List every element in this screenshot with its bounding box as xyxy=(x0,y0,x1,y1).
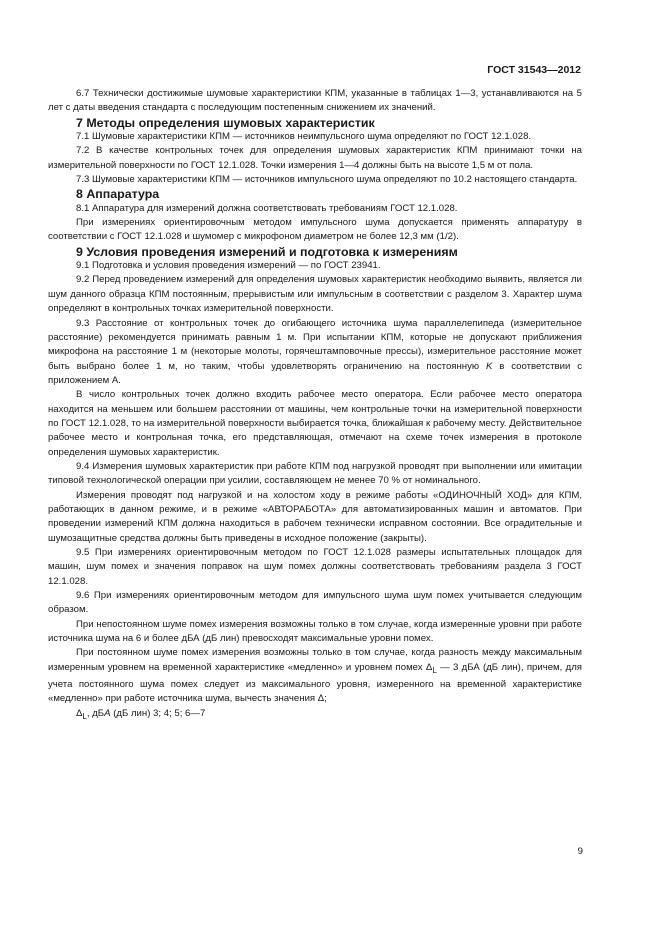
delta-unit-prefix: , дБ xyxy=(86,707,105,719)
delta-symbol: Δ xyxy=(76,707,83,719)
paragraph-9-4b: Измерения проводят под нагрузкой и на холостом ходу в режиме работы «ОДИНОЧНЫЙ ХОД» для КПМ, работающих в данном режиме, и в режиме «АВТОРАБОТА» для автоматизированных машин и автоматов. При проведении измерений КПМ должна находиться в рабочем технически исправном состоянии. Все оградительные и шумозащитные средства должны быть приведены в исходное положение (закрыты). xyxy=(48,489,582,544)
paragraph-9-6c xyxy=(48,646,582,706)
page-number: 9 xyxy=(577,846,583,857)
paragraph-9-2: 9.2 Перед проведением измерений для определения шумовых характеристик необходимо выявить, является ли шум данного образца КПМ постоянным, прерывистым или импульсным в соответствии с разделом 3. Характер шума определяют в контрольных точках измерительной поверхности. xyxy=(48,274,582,315)
delta-unit-a: А xyxy=(104,707,111,719)
paragraph-9-3-text: 9.3 Расстояние от контрольных точек до огибающего источника шума параллелепипеда (измерительное расстояние) рекомендуется принимать равным 1 м. При испытании КПМ, которые не допускают приближения микрофона на расстояние 1 м (некоторые молоты, горячештамповочные прессы), измерительное расстояние может быть выбрано более 1 м, но таким, чтобы удовлетворять ограничению на постоянную xyxy=(48,317,582,372)
paragraph-9-5: 9.5 При измерениях ориентировочным методом по ГОСТ 12.1.028 размеры испытательных площадок для машин, шум помех и значения поправок на шум помех должны соответствовать требованиям раздела 3 ГОСТ 12.1.028. xyxy=(48,547,582,587)
paragraph-9-6c-part3: ; xyxy=(324,693,327,705)
paragraph-8-1: 8.1 Аппаратура для измерений должна соответствовать требованиям ГОСТ 12.1.028. xyxy=(76,202,458,214)
delta-symbol: Δ xyxy=(317,693,325,705)
paragraph-7-1: 7.1 Шумовые характеристики КПМ — источников неимпульсного шума определяют по ГОСТ 12.1.028. xyxy=(76,131,532,143)
paragraph-7-2: 7.2 В качестве контрольных точек для определения шумовых характеристик КПМ принимают точки на измерительной поверхности по ГОСТ 12.1.028. Точки измерения 1—4 должны быть на высоте 1,5 м от пола. xyxy=(48,145,582,171)
document-body xyxy=(48,87,582,724)
document-header: ГОСТ 31543—2012 xyxy=(487,64,581,76)
paragraph-8-1b: При измерениях ориентировочным методом импульсного шума допускается применять аппаратуру в соответствии с ГОСТ 12.1.028 и шумомер с микрофоном диаметром не более 12,3 мм (1/2). xyxy=(48,217,582,243)
paragraph-9-6b: При непостоянном шуме помех измерения возможны только в том случае, когда измеренные уровни при работе источника шума на 6 и более дБА (дБ лин) превосходят максимальные уровни помех. xyxy=(48,618,582,645)
paragraph-9-3 xyxy=(48,317,582,389)
paragraph-6-7: 6.7 Технически достижимые шумовые характеристики КПМ, указанные в таблицах 1—3, устанавливаются на 5 лет с даты введения стандарта с последующим постепенным снижением их значений. xyxy=(48,88,582,114)
paragraph-9-1: 9.1 Подготовка и условия проведения измерений — по ГОСТ 23941. xyxy=(76,260,381,272)
delta-values: (дБ лин) 3; 4; 5; 6—7 xyxy=(113,707,206,719)
section-8-title: 8 Аппаратура xyxy=(76,187,160,202)
paragraph-9-3-end: в соответствии с приложением А. xyxy=(48,360,582,386)
delta-subscript: L xyxy=(432,665,437,675)
delta-symbol: Δ xyxy=(425,661,433,673)
delta-values-line xyxy=(48,707,582,724)
paragraph-9-6c-part2: — 3 дБА (дБ лин), причем, для учета постоянного шума помех следует из максимального уровня, измеренного на временной характеристике «медленно» при работе источника шума, вычесть значения xyxy=(48,661,582,705)
paragraph-9-6: 9.6 При измерениях ориентировочным методом для импульсного шума шум помех учитывается следующим образом. xyxy=(48,590,582,616)
paragraph-9-4: 9.4 Измерения шумовых характеристик при работе КПМ под нагрузкой проводят при выполнении или имитации типовой технологической операции при усилии, составляющем не менее 70 % от номинального. xyxy=(48,460,582,487)
constant-k: K xyxy=(485,360,493,372)
paragraph-9-3b: В число контрольных точек должно входить рабочее место оператора. Если рабочее место оператора находится на меньшем или большем расстоянии от машины, чем контрольные точки на измерительной поверхности по ГОСТ 12.1.028, то на измерительной поверхности выбирается точка, ближайшая к рабочему месту. Действительное рабочее место и контрольная точка, его представляющая, отмечают на схеме точек измерения в протоколе определения шумовых характеристик. xyxy=(48,389,582,458)
section-7-title: 7 Методы определения шумовых характеристик xyxy=(76,115,375,130)
paragraph-9-6c-part1: При постоянном шуме помех измерения возможны только в том случае, когда разность между максимальным измеренным уровнем на временной характеристике «медленно» и уровнем помех xyxy=(48,647,582,673)
delta-subscript: L xyxy=(82,711,87,721)
paragraph-7-3: 7.3 Шумовые характеристики КПМ — источников импульсного шума определяют по 10.2 настоящего стандарта. xyxy=(76,174,578,186)
section-9-title: 9 Условия проведения измерений и подготовка к измерениям xyxy=(76,244,458,259)
